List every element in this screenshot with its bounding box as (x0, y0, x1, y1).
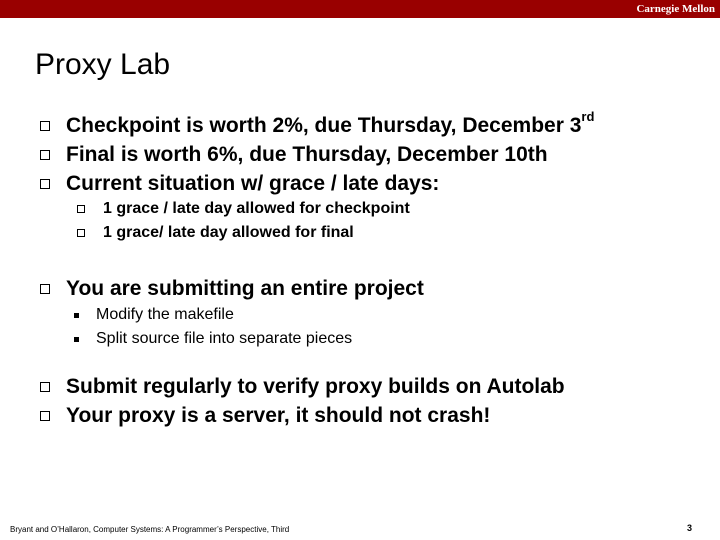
bullet-submit-regularly (40, 373, 565, 401)
sub-bullet-text: Split source file into separate pieces (96, 330, 353, 347)
sub-bullet-text: 1 grace / late day allowed for checkpoint (103, 200, 410, 217)
sub-bullet-text: Modify the makefile (96, 306, 234, 323)
square-bullet-icon (40, 150, 50, 160)
square-bullet-icon (77, 229, 85, 237)
filled-square-bullet-icon (74, 337, 79, 342)
bullet-text: Current situation w/ grace / late days: (66, 172, 440, 195)
bullet-text: Submit regularly to verify proxy builds on Autolab (66, 375, 565, 398)
bullet-grace-days (40, 170, 439, 198)
sub-bullet-checkpoint-grace (77, 198, 410, 220)
square-bullet-icon (40, 284, 50, 294)
bullet-final (40, 141, 548, 169)
sub-bullet-text: 1 grace/ late day allowed for final (103, 224, 354, 241)
bullet-checkpoint (40, 109, 595, 140)
superscript: rd (581, 109, 595, 124)
sub-bullet-split-source (74, 328, 352, 350)
bullet-no-crash (40, 402, 490, 430)
square-bullet-icon (40, 121, 50, 131)
sub-bullet-makefile (74, 304, 234, 326)
square-bullet-icon (40, 411, 50, 421)
square-bullet-icon (40, 179, 50, 189)
slide-title: Proxy Lab (35, 48, 171, 81)
page-number: 3 (686, 523, 692, 533)
sub-bullet-final-grace (77, 222, 354, 244)
bullet-text: Checkpoint is worth 2%, due Thursday, December 3rd (66, 109, 595, 137)
bullet-text: Final is worth 6%, due Thursday, December 10th (66, 143, 548, 166)
square-bullet-icon (77, 205, 85, 213)
square-bullet-icon (40, 382, 50, 392)
bullet-text: You are submitting an entire project (66, 277, 424, 300)
brand-label: Carnegie Mellon (636, 3, 715, 15)
filled-square-bullet-icon (74, 313, 79, 318)
footer-citation: Bryant and O’Hallaron, Computer Systems: A Programmer’s Perspective, Third (10, 525, 290, 534)
header-bar (0, 0, 720, 18)
bullet-entire-project (40, 275, 424, 303)
bullet-text: Your proxy is a server, it should not crash! (66, 404, 491, 427)
